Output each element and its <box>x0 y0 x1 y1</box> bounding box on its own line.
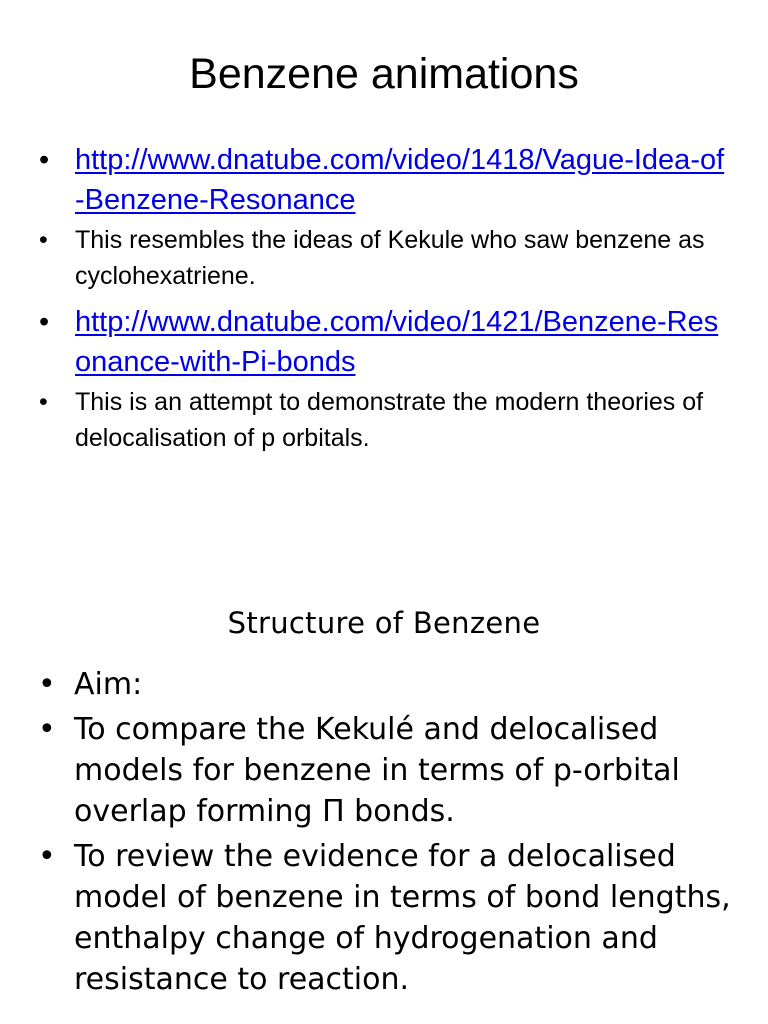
list-item <box>39 140 729 220</box>
bullet-list <box>38 664 738 1004</box>
bullet-icon: • <box>39 388 48 416</box>
list-item <box>38 664 738 705</box>
list-item <box>38 836 738 1000</box>
bullet-list <box>39 140 729 464</box>
bullet-text: To review the evidence for a delocalised model of benzene in terms of bond lengths, enthalpy change of hydrogenation and resistance to reaction. <box>74 839 731 997</box>
list-item <box>39 302 729 382</box>
list-item <box>38 709 738 832</box>
bullet-text: This resembles the ideas of Kekule who saw benzene as cyclohexatriene. <box>75 226 705 290</box>
bullet-icon: • <box>39 306 50 338</box>
bullet-icon: • <box>39 226 48 254</box>
video-link-vague-idea[interactable]: http://www.dnatube.com/video/1418/Vague-Idea-of-Benzene-Resonance <box>75 144 725 216</box>
list-item <box>39 384 729 456</box>
bullet-icon: • <box>38 712 56 747</box>
bullet-icon: • <box>38 839 56 874</box>
bullet-text: This is an attempt to demonstrate the modern theories of delocalisation of p orbitals. <box>75 388 704 452</box>
slide-title: Structure of Benzene <box>227 606 541 640</box>
bullet-icon: • <box>39 144 50 176</box>
bullet-text: To compare the Kekulé and delocalised models for benzene in terms of p-orbital overlap forming Π bonds. <box>74 712 680 829</box>
slide-structure-of-benzene <box>0 512 768 1024</box>
list-item <box>39 222 729 294</box>
bullet-text: Aim: <box>74 667 143 702</box>
slide-title: Benzene animations <box>189 50 579 98</box>
video-link-pi-bonds[interactable]: http://www.dnatube.com/video/1421/Benzene-Resonance-with-Pi-bonds <box>75 306 719 378</box>
bullet-icon: • <box>38 667 56 702</box>
